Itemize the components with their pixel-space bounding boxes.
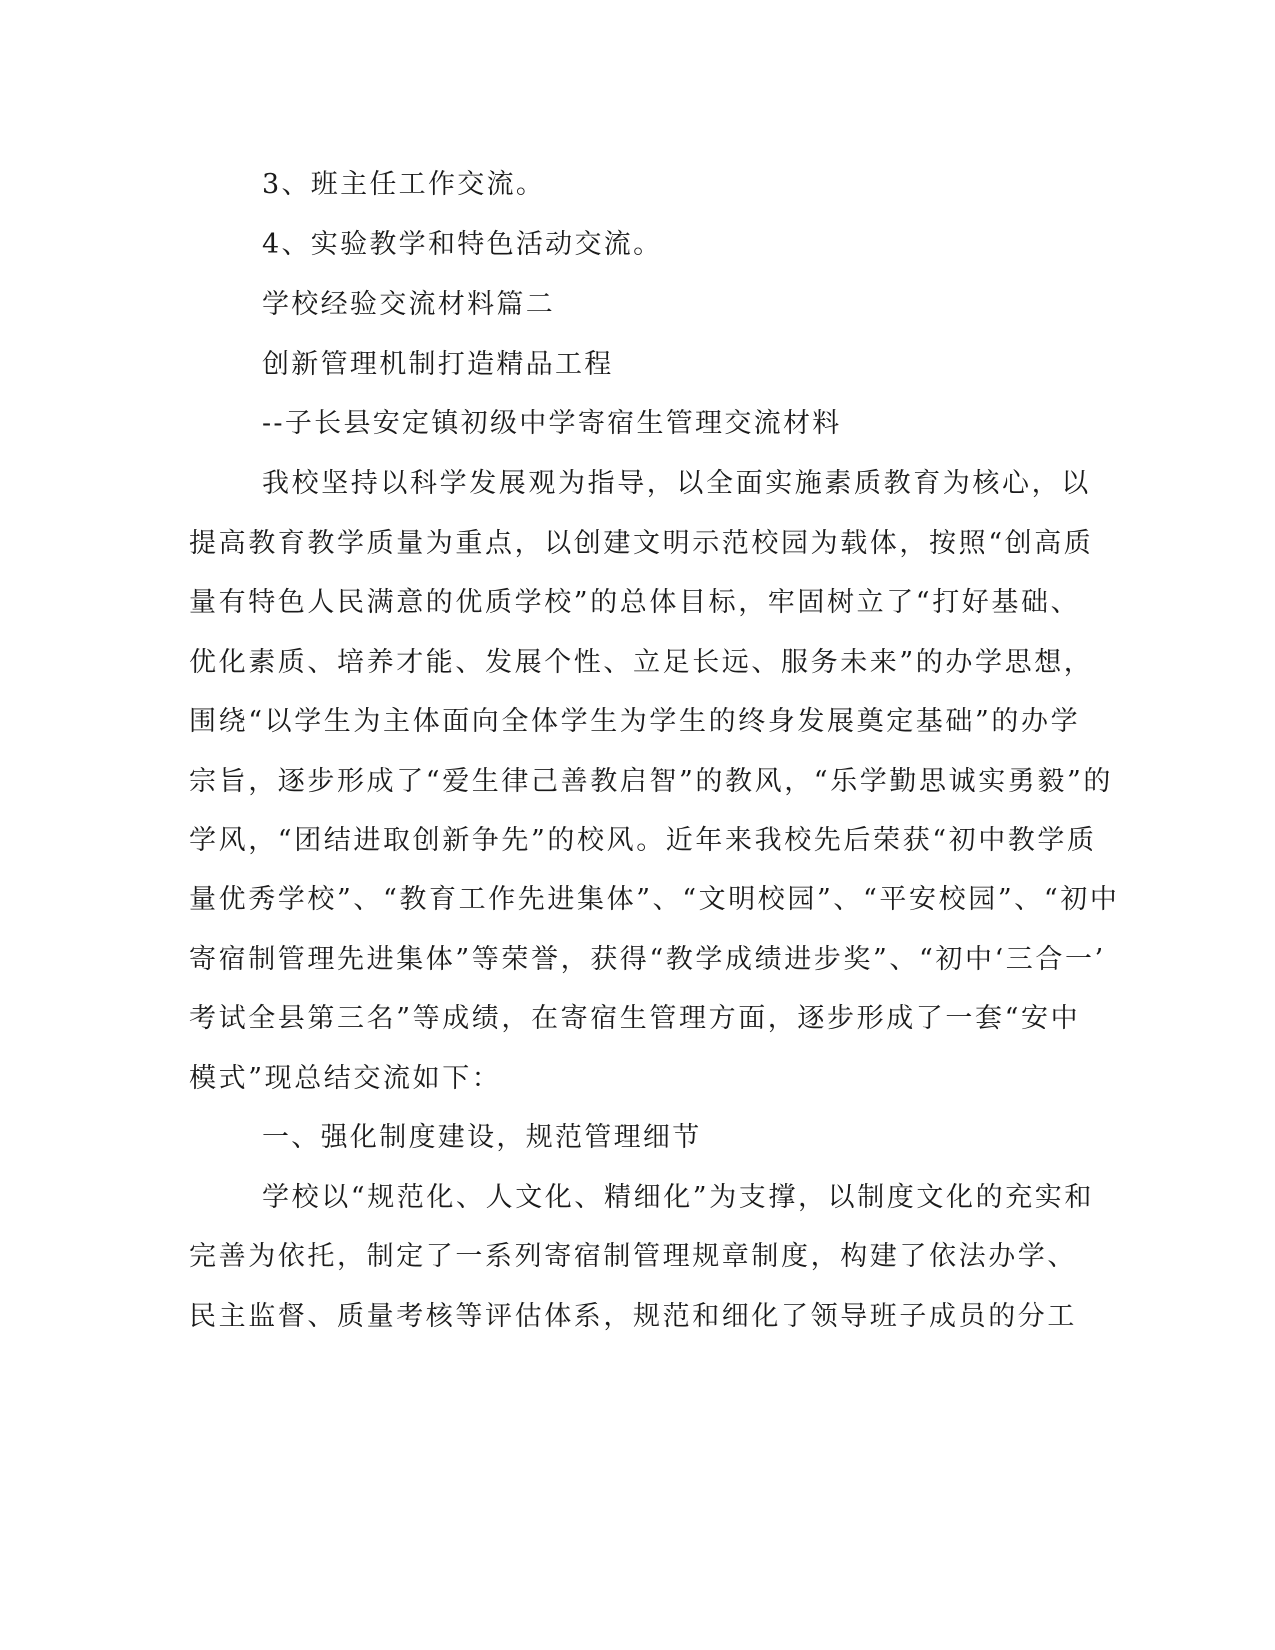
- paragraph-line: 优化素质、培养才能、发展个性、立足长远、服务未来”的办学思想，: [189, 647, 1094, 678]
- paragraph-line: 宗旨，逐步形成了“爱生律己善教启智”的教风，“乐学勤思诚实勇毅”的: [189, 766, 1114, 797]
- paragraph-line: 量优秀学校”、“教育工作先进集体”、“文明校园”、“平安校园”、“初中: [189, 884, 1120, 915]
- paragraph-line: 提高教育教学质量为重点，以创建文明示范校园为载体，按照“创高质: [189, 528, 1094, 559]
- paragraph-line: 量有特色人民满意的优质学校”的总体目标，牢固树立了“打好基础、: [189, 587, 1081, 618]
- paragraph-line: 我校坚持以科学发展观为指导，以全面实施素质教育为核心，以: [262, 468, 1091, 499]
- paragraph-line: 模式”现总结交流如下：: [189, 1063, 502, 1094]
- paragraph-line: 考试全县第三名”等成绩，在寄宿生管理方面，逐步形成了一套“安中: [189, 1003, 1081, 1034]
- section-title: 学校经验交流材料篇二: [262, 289, 555, 320]
- paragraph-line: 寄宿制管理先进集体”等荣誉，获得“教学成绩进步奖”、“初中‘三合一’: [189, 944, 1106, 975]
- paragraph-line: 学校以“规范化、人文化、精细化”为支撑，以制度文化的充实和: [262, 1182, 1095, 1213]
- section-heading: 一、强化制度建设，规范管理细节: [262, 1122, 702, 1153]
- paragraph-line: 完善为依托，制定了一系列寄宿制管理规章制度，构建了依法办学、: [189, 1241, 1077, 1272]
- paragraph-line: 围绕“以学生为主体面向全体学生为学生的终身发展奠定基础”的办学: [189, 706, 1081, 737]
- paragraph-line: 学风，“团结进取创新争先”的校风。近年来我校先后荣获“初中教学质: [189, 825, 1097, 856]
- paragraph-line: 民主监督、质量考核等评估体系，规范和细化了领导班子成员的分工: [189, 1301, 1077, 1332]
- list-item-3: 3、班主任工作交流。: [262, 169, 546, 200]
- list-item-4: 4、实验教学和特色活动交流。: [262, 229, 663, 260]
- article-title: 创新管理机制打造精品工程: [262, 349, 614, 380]
- article-subtitle: --子长县安定镇初级中学寄宿生管理交流材料: [262, 408, 842, 439]
